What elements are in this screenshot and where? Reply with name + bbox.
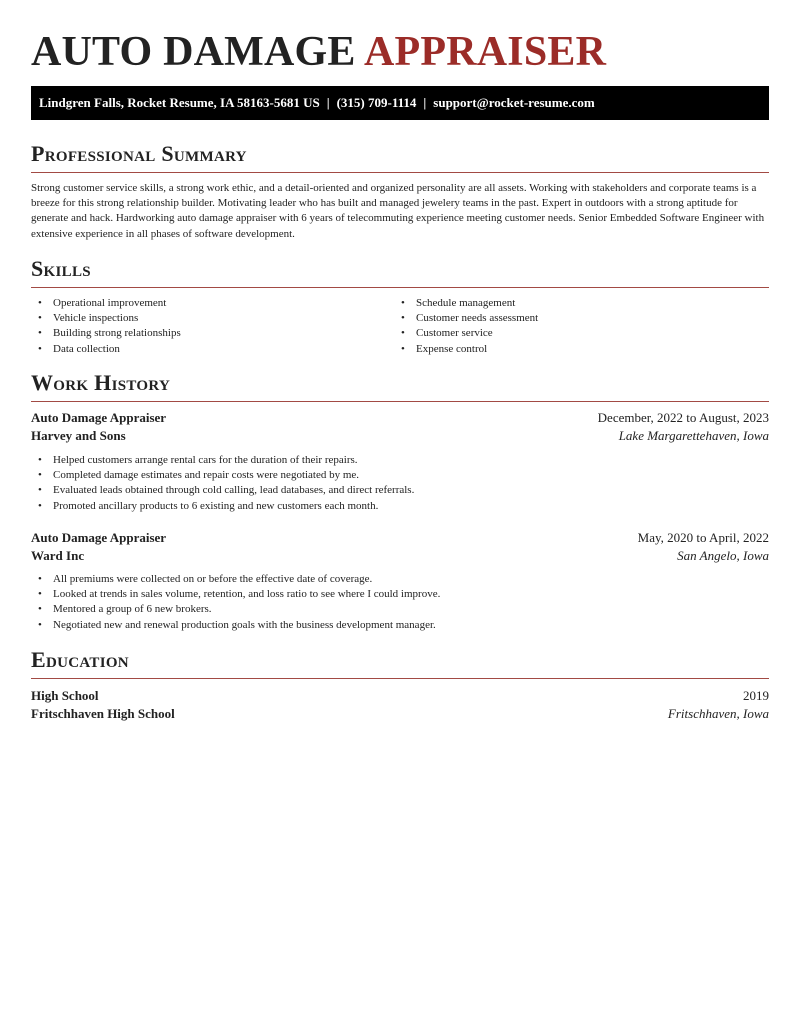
education-school: Fritschhaven High School xyxy=(31,706,175,721)
education-year: 2019 xyxy=(743,688,769,703)
job-bullet: • Evaluated leads obtained through cold calling, lead databases, and direct referrals. xyxy=(31,483,769,498)
resume-page xyxy=(31,0,769,721)
education-location: Fritschhaven, Iowa xyxy=(667,706,769,721)
job-title: Auto Damage Appraiser xyxy=(31,410,167,425)
job-bullet: • Promoted ancillary products to 6 existing and new customers each month. xyxy=(31,499,769,514)
education-degree: High School xyxy=(31,688,99,703)
job-bullet: • Helped customers arrange rental cars for the duration of their repairs. xyxy=(31,453,769,468)
job-bullet: • Mentored a group of 6 new brokers. xyxy=(31,602,769,617)
skills-list-left xyxy=(31,296,181,357)
skill-item: • Schedule management xyxy=(394,296,538,311)
title-main: AUTO DAMAGE xyxy=(31,29,356,75)
job-bullet-list xyxy=(31,572,769,633)
skills-heading: Skills xyxy=(31,256,91,281)
job-bullet: • Looked at trends in sales volume, retention, and loss ratio to see where I could improve. xyxy=(31,587,769,602)
work-history-divider xyxy=(31,401,769,402)
skill-item: • Operational improvement xyxy=(31,296,181,311)
skill-item: • Data collection xyxy=(31,342,181,357)
job-location: Lake Margarettehaven, Iowa xyxy=(618,428,769,443)
contact-phone[interactable]: (315) 709-1114 xyxy=(336,95,417,110)
job-dates: May, 2020 to April, 2022 xyxy=(637,530,769,545)
skill-item: • Building strong relationships xyxy=(31,326,181,341)
job-title-row xyxy=(31,409,769,427)
job-location: San Angelo, Iowa xyxy=(677,548,769,563)
job-bullet: • Completed damage estimates and repair costs were negotiated by me. xyxy=(31,468,769,483)
work-history-heading: Work History xyxy=(31,370,171,395)
job-title: Auto Damage Appraiser xyxy=(31,530,167,545)
skills-list-right xyxy=(394,296,538,357)
job-bullet: • Negotiated new and renewal production goals with the business development manager. xyxy=(31,618,769,633)
contact-bar xyxy=(31,86,769,120)
skill-item: • Customer needs assessment xyxy=(394,311,538,326)
job-bullet: • All premiums were collected on or before the effective date of coverage. xyxy=(31,572,769,587)
job-company-row xyxy=(31,547,769,565)
contact-separator: | xyxy=(423,95,427,110)
job-bullet-list xyxy=(31,453,769,514)
summary-text: Strong customer service skills, a strong work ethic, and a detail-oriented and organized personality are all assets. Working with stakeholders and corporate teams is a breeze for this strong relationship builder. Motivating leader who has built and managed jewelery teams in the past. Expert in outdoors with a strong aptitude for generate and hack. Hardworking auto damage appraiser with 6 years of telecommuting experience meeting customer needs. Senior Embedded Software Engineer with extensive experience in all phases of software development. xyxy=(31,182,765,240)
title-accent: APPRAISER xyxy=(364,29,607,75)
resume-title xyxy=(31,0,769,76)
contact-separator: | xyxy=(326,95,330,110)
skills-divider xyxy=(31,287,769,288)
education-school-row xyxy=(31,705,769,723)
contact-email[interactable]: support@rocket-resume.com xyxy=(433,95,595,110)
job-company: Ward Inc xyxy=(31,548,85,563)
skill-item: • Vehicle inspections xyxy=(31,311,181,326)
summary-divider xyxy=(31,172,769,173)
job-company: Harvey and Sons xyxy=(31,428,126,443)
education-degree-row xyxy=(31,687,769,705)
job-company-row xyxy=(31,427,769,445)
job-title-row xyxy=(31,529,769,547)
education-heading: Education xyxy=(31,647,129,672)
skill-item: • Customer service xyxy=(394,326,538,341)
education-divider xyxy=(31,678,769,679)
job-dates: December, 2022 to August, 2023 xyxy=(597,410,769,425)
skill-item: • Expense control xyxy=(394,342,538,357)
summary-heading: Professional Summary xyxy=(31,141,247,166)
contact-address: Lindgren Falls, Rocket Resume, IA 58163-5681 US xyxy=(39,95,320,110)
